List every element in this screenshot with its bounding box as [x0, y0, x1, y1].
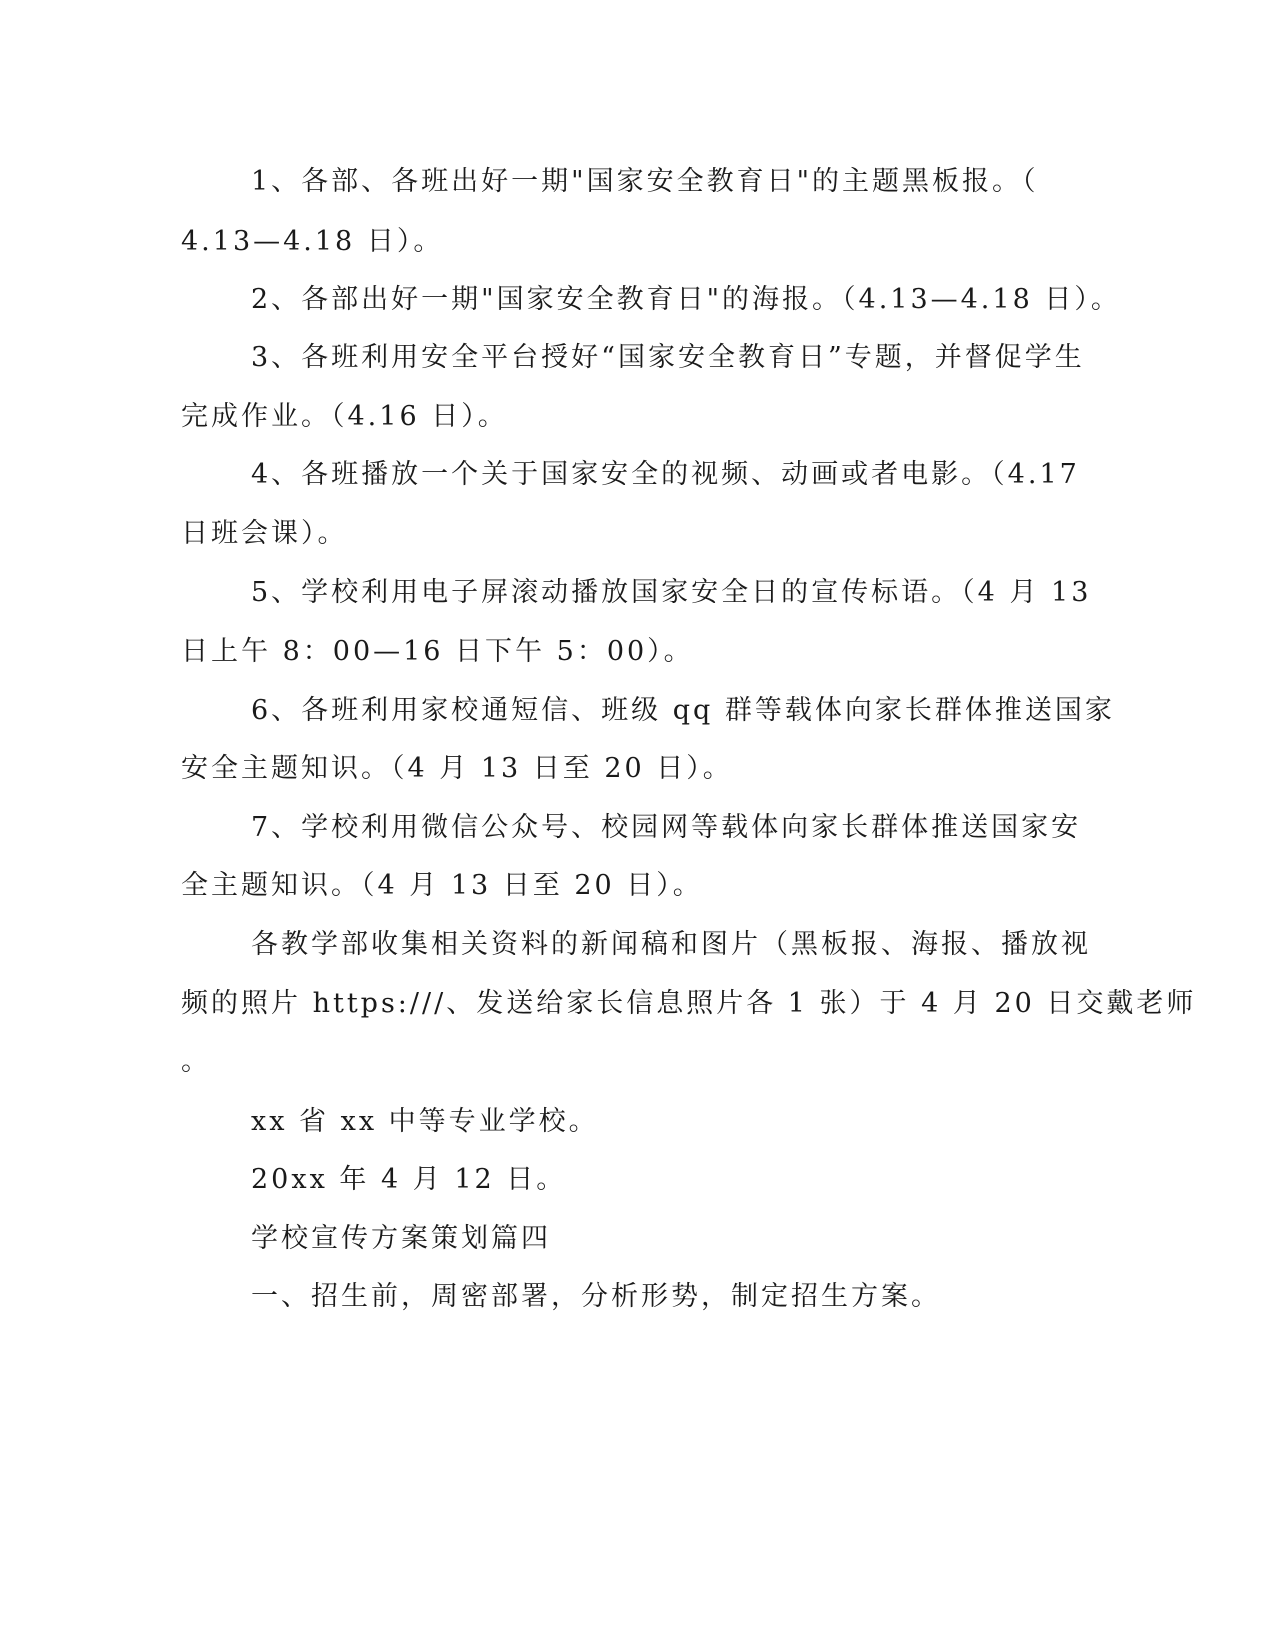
item-6-line-2: 安全主题知识。（4 月 13 日至 20 日）。: [181, 753, 733, 784]
item-6-line-1: 6、各班利用家校通短信、班级 qq 群等载体向家长群体推送国家: [251, 695, 1115, 726]
item-2-line: 2、各部出好一期"国家安全教育日"的海报。（4.13—4.18 日）。: [251, 284, 1121, 315]
item-4-line-1: 4、各班播放一个关于国家安全的视频、动画或者电影。（4.17: [251, 459, 1080, 490]
item-3-line-2: 完成作业。（4.16 日）。: [181, 401, 508, 432]
item-4-line-2: 日班会课）。: [181, 518, 348, 549]
school-signature: xx 省 xx 中等专业学校。: [251, 1106, 599, 1137]
item-5-line-1: 5、学校利用电子屏滚动播放国家安全日的宣传标语。（4 月 13: [251, 577, 1092, 608]
section-item-1: 一、招生前，周密部署，分析形势，制定招生方案。: [251, 1281, 941, 1312]
item-7-line-2: 全主题知识。（4 月 13 日至 20 日）。: [181, 870, 703, 901]
section-heading: 学校宣传方案策划篇四: [251, 1223, 551, 1254]
item-1-line-2: 4.13—4.18 日）。: [181, 226, 444, 257]
document-date: 20xx 年 4 月 12 日。: [251, 1164, 567, 1195]
collection-line-3: 。: [181, 1046, 211, 1077]
collection-line-1: 各教学部收集相关资料的新闻稿和图片（黑板报、海报、播放视: [251, 929, 1091, 960]
item-5-line-2: 日上午 8：00—16 日下午 5：00）。: [181, 636, 694, 667]
collection-line-2: 频的照片 https:///、发送给家长信息照片各 1 张）于 4 月 20 日交戴老师: [181, 988, 1197, 1019]
item-3-line-1: 3、各班利用安全平台授好“国家安全教育日”专题，并督促学生: [251, 342, 1085, 373]
item-7-line-1: 7、学校利用微信公众号、校园网等载体向家长群体推送国家安: [251, 812, 1082, 843]
item-1-line-1: 1、各部、各班出好一期"国家安全教育日"的主题黑板报。（: [251, 166, 1039, 197]
